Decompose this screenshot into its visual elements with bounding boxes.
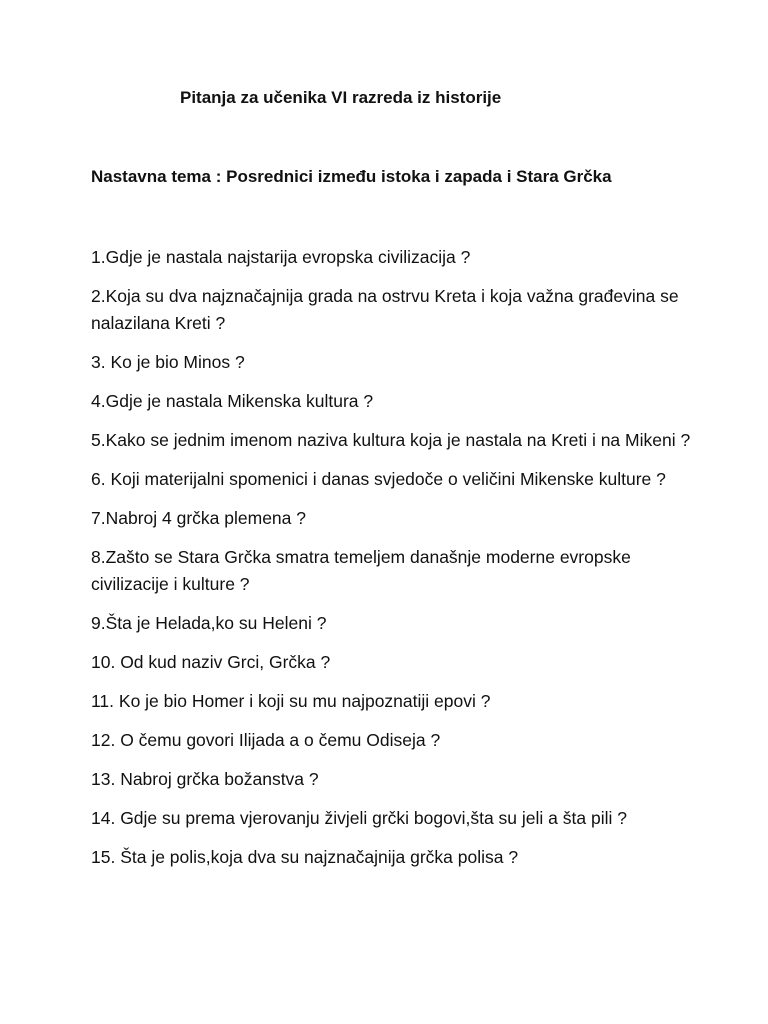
question-item: 10. Od kud naziv Grci, Grčka ?: [91, 652, 331, 672]
question-item: 15. Šta je polis,koja dva su najznačajnija grčka polisa ?: [91, 847, 519, 867]
question-list: [91, 244, 691, 883]
question-item: 9.Šta je Helada,ko su Heleni ?: [91, 613, 327, 633]
question-item: 5.Kako se jednim imenom naziva kultura koja je nastala na Kreti i na Mikeni ?: [91, 430, 691, 450]
question-item: 2.Koja su dva najznačajnija grada na ostrvu Kreta i koja važna građevina se nalazilana Kreti ?: [91, 286, 679, 333]
question-item: 3. Ko je bio Minos ?: [91, 352, 245, 372]
question-item: 13. Nabroj grčka božanstva ?: [91, 769, 319, 789]
document-subtitle: Nastavna tema : Posrednici između istoka i zapada i Stara Grčka: [91, 167, 612, 186]
question-item: 4.Gdje je nastala Mikenska kultura ?: [91, 391, 374, 411]
question-item: 6. Koji materijalni spomenici i danas svjedoče o veličini Mikenske kulture ?: [91, 469, 666, 489]
question-item: 8.Zašto se Stara Grčka smatra temeljem današnje moderne evropske civilizacije i kulture ?: [91, 547, 631, 594]
question-item: 12. O čemu govori Ilijada a o čemu Odiseja ?: [91, 730, 441, 750]
document-title: Pitanja za učenika VI razreda iz historije: [180, 88, 502, 107]
question-item: 11. Ko je bio Homer i koji su mu najpoznatiji epovi ?: [91, 691, 491, 711]
question-item: 1.Gdje je nastala najstarija evropska civilizacija ?: [91, 247, 471, 267]
question-item: 7.Nabroj 4 grčka plemena ?: [91, 508, 306, 528]
question-item: 14. Gdje su prema vjerovanju živjeli grčki bogovi,šta su jeli a šta pili ?: [91, 808, 627, 828]
